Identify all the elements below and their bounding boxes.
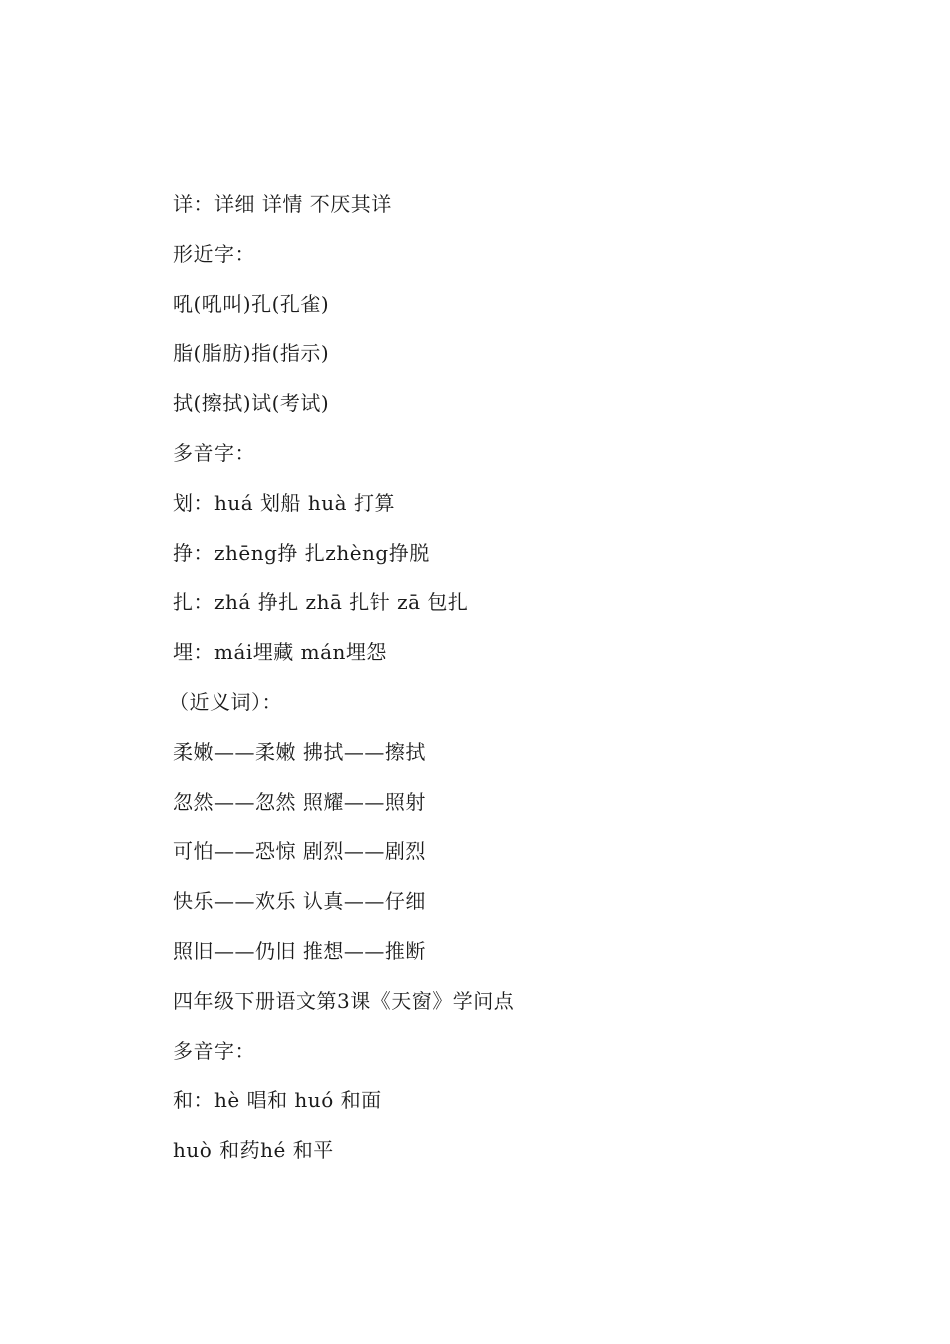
text-line-he: 和：hè 唱和 huó 和面	[173, 1088, 382, 1113]
text-line-mai: 埋：mái埋藏 mán埋怨	[173, 640, 387, 665]
text-line-xiang: 详：详细 详情 不厌其详	[173, 192, 392, 216]
text-line-zha: 扎：zhá 挣扎 zhā 扎针 zā 包扎	[173, 590, 469, 615]
synonym-line-2: 忽然——忽然 照耀——照射	[173, 789, 426, 814]
text-line-hou-kong: 吼(吼叫)孔(孔雀)	[173, 291, 330, 316]
synonym-line-1: 柔嫩——柔嫩 拂拭——擦拭	[173, 739, 426, 764]
heading-synonyms: （近义词）：	[169, 689, 282, 714]
synonym-line-3: 可怕——恐惊 剧烈——剧烈	[173, 839, 426, 864]
synonym-line-5: 照旧——仍旧 推想——推断	[173, 938, 426, 963]
heading-polyphonic-chars-2: 多音字：	[173, 1038, 255, 1063]
text-line-huo-he: huò 和药hé 和平	[173, 1138, 334, 1163]
text-line-hua: 划：huá 划船 huà 打算	[173, 490, 395, 515]
lesson-title: 四年级下册语文第3课《天窗》学问点	[173, 988, 515, 1013]
text-line-zhi-zhi: 脂(脂肪)指(指示)	[173, 341, 330, 366]
text-line-shi-shi: 拭(擦拭)试(考试)	[173, 391, 330, 416]
document-body	[169, 186, 873, 1182]
heading-similar-shape-chars: 形近字：	[173, 241, 255, 266]
text-line-zheng: 挣：zhēng挣 扎zhèng挣脱	[173, 540, 430, 565]
heading-polyphonic-chars: 多音字：	[173, 440, 255, 465]
synonym-line-4: 快乐——欢乐 认真——仔细	[173, 889, 426, 914]
